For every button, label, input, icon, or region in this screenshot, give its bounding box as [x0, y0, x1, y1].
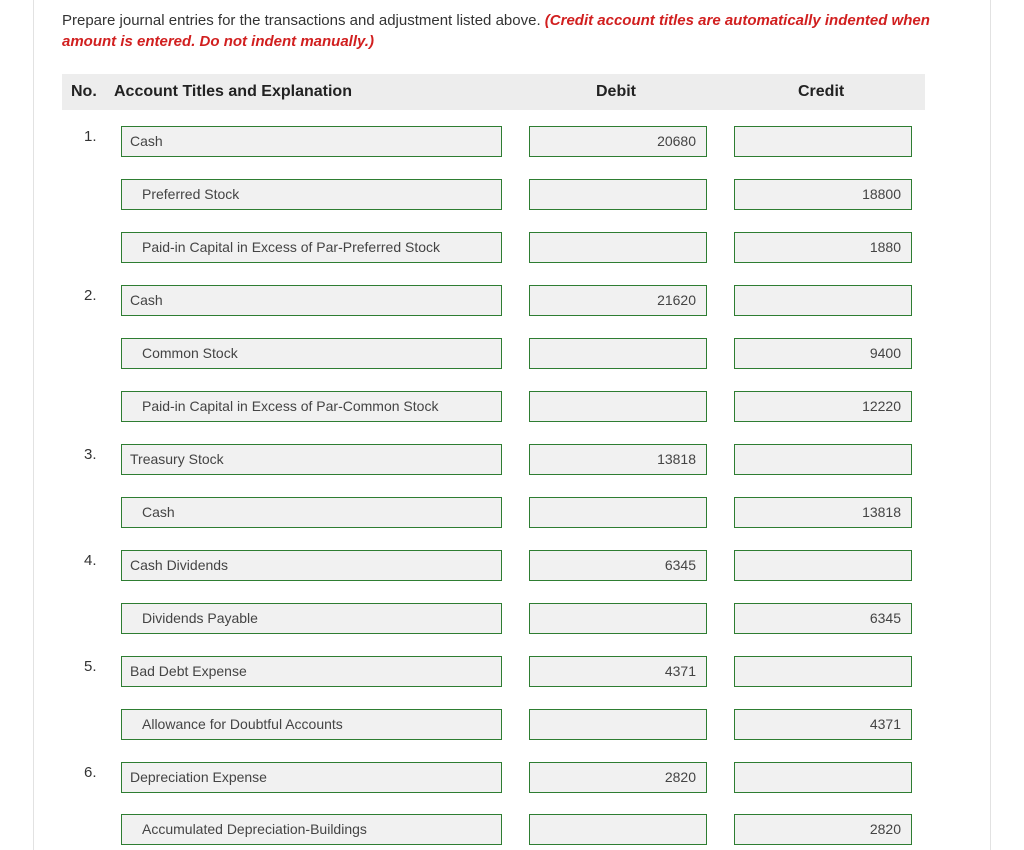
entry-number: 3.	[84, 446, 97, 463]
debit-input[interactable]: 20680	[529, 126, 707, 157]
entry-number: 6.	[84, 764, 97, 781]
entry-number: 4.	[84, 552, 97, 569]
account-title-input[interactable]: Accumulated Depreciation-Buildings	[121, 814, 502, 845]
credit-input[interactable]: 12220	[734, 391, 912, 422]
credit-input[interactable]	[734, 656, 912, 687]
account-title-input[interactable]: Paid-in Capital in Excess of Par-Preferred Stock	[121, 232, 502, 263]
debit-input[interactable]: 4371	[529, 656, 707, 687]
table-row	[0, 175, 1024, 209]
debit-input[interactable]	[529, 391, 707, 422]
debit-input[interactable]: 6345	[529, 550, 707, 581]
account-title-input[interactable]: Preferred Stock	[121, 179, 502, 210]
account-title-input[interactable]: Allowance for Doubtful Accounts	[121, 709, 502, 740]
debit-input[interactable]: 2820	[529, 762, 707, 793]
table-row	[0, 493, 1024, 527]
account-title-input[interactable]: Cash	[121, 126, 502, 157]
debit-input[interactable]	[529, 179, 707, 210]
account-title-input[interactable]: Cash	[121, 497, 502, 528]
debit-input[interactable]	[529, 232, 707, 263]
credit-input[interactable]	[734, 126, 912, 157]
credit-input[interactable]	[734, 444, 912, 475]
debit-input[interactable]	[529, 814, 707, 845]
table-row	[0, 334, 1024, 368]
header-credit: Credit	[798, 83, 845, 100]
credit-input[interactable]: 4371	[734, 709, 912, 740]
header-debit: Debit	[596, 83, 636, 100]
credit-input[interactable]: 9400	[734, 338, 912, 369]
instructions-text: Prepare journal entries for the transactions and adjustment listed above.	[62, 12, 545, 29]
header-no: No.	[71, 83, 97, 100]
instructions-note: (Credit account titles are automatically indented when amount is entered. Do not indent manually.)	[62, 12, 930, 50]
debit-input[interactable]	[529, 709, 707, 740]
credit-input[interactable]	[734, 285, 912, 316]
debit-input[interactable]	[529, 497, 707, 528]
credit-input[interactable]: 6345	[734, 603, 912, 634]
account-title-input[interactable]: Bad Debt Expense	[121, 656, 502, 687]
table-header	[62, 74, 925, 110]
entry-number: 2.	[84, 287, 97, 304]
debit-input[interactable]: 21620	[529, 285, 707, 316]
table-row	[0, 705, 1024, 739]
header-account: Account Titles and Explanation	[114, 83, 352, 100]
entry-number: 5.	[84, 658, 97, 675]
account-title-input[interactable]: Cash	[121, 285, 502, 316]
account-title-input[interactable]: Paid-in Capital in Excess of Par-Common Stock	[121, 391, 502, 422]
credit-input[interactable]	[734, 550, 912, 581]
table-row	[0, 599, 1024, 633]
table-row	[0, 810, 1024, 844]
credit-input[interactable]: 13818	[734, 497, 912, 528]
account-title-input[interactable]: Common Stock	[121, 338, 502, 369]
table-row	[0, 122, 1024, 156]
table-row	[0, 546, 1024, 580]
table-row	[0, 758, 1024, 792]
table-row	[0, 228, 1024, 262]
account-title-input[interactable]: Cash Dividends	[121, 550, 502, 581]
credit-input[interactable]: 1880	[734, 232, 912, 263]
credit-input[interactable]: 2820	[734, 814, 912, 845]
debit-input[interactable]	[529, 603, 707, 634]
table-row	[0, 440, 1024, 474]
account-title-input[interactable]: Depreciation Expense	[121, 762, 502, 793]
table-row	[0, 652, 1024, 686]
account-title-input[interactable]: Dividends Payable	[121, 603, 502, 634]
entry-number: 1.	[84, 128, 97, 145]
table-row	[0, 281, 1024, 315]
credit-input[interactable]: 18800	[734, 179, 912, 210]
instructions	[62, 10, 942, 52]
debit-input[interactable]	[529, 338, 707, 369]
debit-input[interactable]: 13818	[529, 444, 707, 475]
account-title-input[interactable]: Treasury Stock	[121, 444, 502, 475]
credit-input[interactable]	[734, 762, 912, 793]
table-row	[0, 387, 1024, 421]
